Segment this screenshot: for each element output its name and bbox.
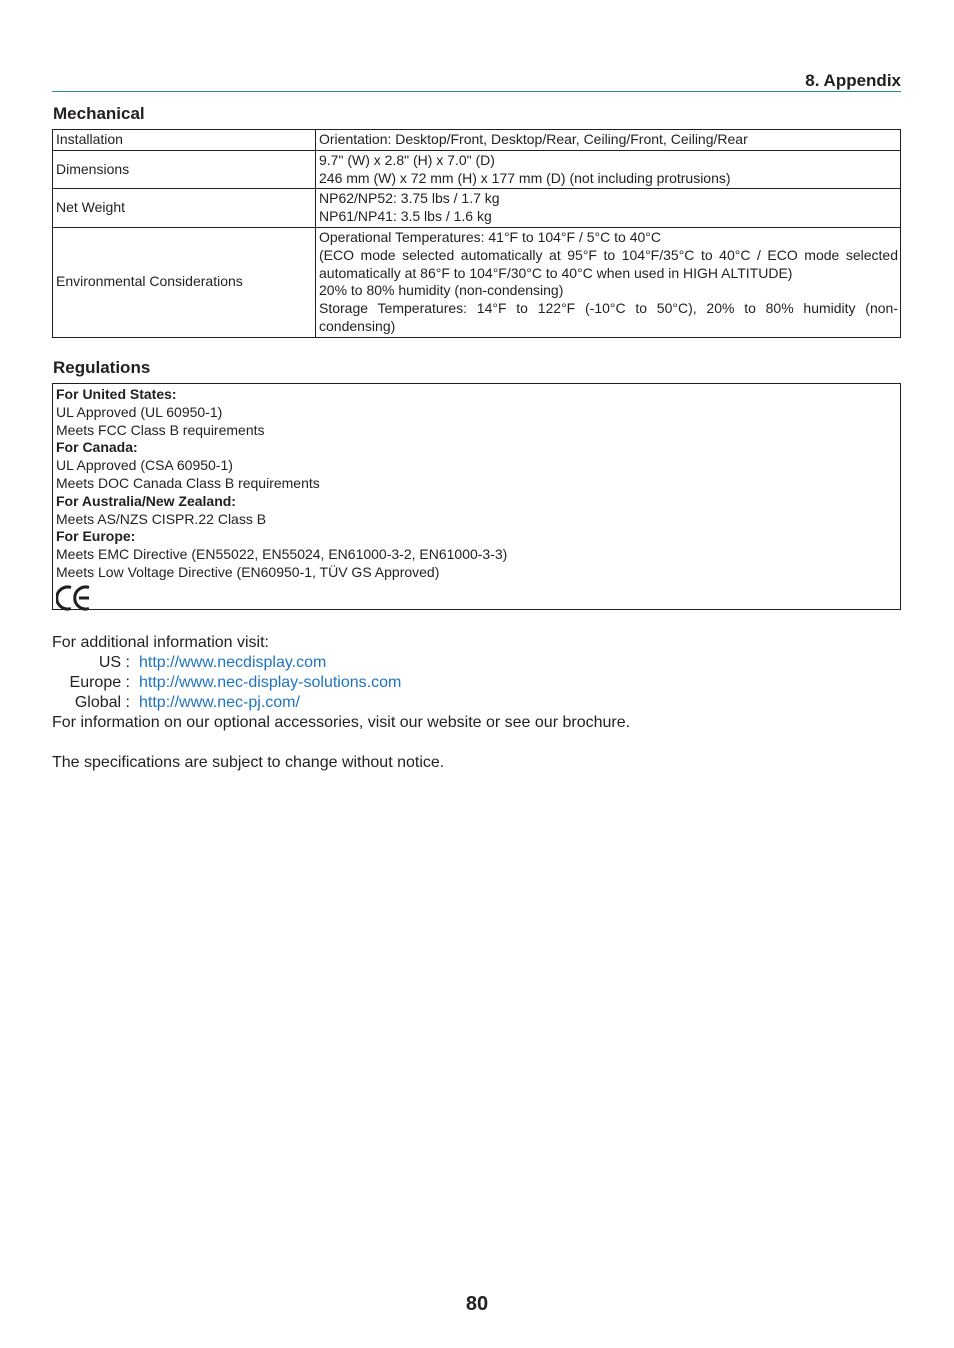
site-label: US : [98,654,130,671]
canada-heading: For Canada: [56,439,138,456]
site-row-us [52,653,912,673]
australia-heading: For Australia/New Zealand: [56,492,236,509]
table-row [53,227,901,337]
europe-line: Meets Low Voltage Directive (EN60950-1, TÜV GS Approved) [56,563,440,580]
row-value: 9.7" (W) x 2.8" (H) x 7.0" (D) 246 mm (W) x 72 mm (H) x 177 mm (D) (not including protrusions) [316,150,901,189]
ce-mark-icon [56,584,900,612]
site-link-global[interactable]: http://www.nec-pj.com/ [139,694,300,711]
table-row [53,189,901,228]
us-heading: For United States: [56,386,177,402]
mechanical-title: Mechanical [53,104,145,123]
mechanical-table [52,129,901,338]
row-label: Installation [53,130,316,151]
site-link-europe[interactable]: http://www.nec-display-solutions.com [139,674,402,691]
australia-line: Meets AS/NZS CISPR.22 Class B [56,510,267,527]
accessories-note: For information on our optional accessories, visit our website or see our brochure. [52,714,631,731]
regulations-box [52,383,901,610]
page-number: 80 [465,1293,489,1315]
us-line: Meets FCC Class B requirements [56,421,265,438]
row-label: Dimensions [53,150,316,189]
additional-info [52,633,912,773]
site-row-europe [52,673,912,693]
chapter-header: 8. Appendix [52,70,901,92]
table-row [53,130,901,151]
row-value: Operational Temperatures: 41°F to 104°F / 5°C to 40°C (ECO mode selected automatically at 95°F to 104°F/35°C to 40°C / ECO mode selected automatically at 86°F to 104°F/30°C to 40°C when used in HIGH ALTITUDE) 20% to 80% humidity (non-condensing) Storage Temperatures: 14°F to 122°F (-10°C to 50°C), 20% to 80% humidity (non-condensing) [316,227,901,337]
site-row-global [52,693,912,713]
row-label: Net Weight [53,189,316,228]
info-intro: For additional information visit: [52,634,269,651]
site-link-us[interactable]: http://www.necdisplay.com [139,654,327,671]
row-value: Orientation: Desktop/Front, Desktop/Rear, Ceiling/Front, Ceiling/Rear [316,130,901,151]
europe-line: Meets EMC Directive (EN55022, EN55024, EN61000-3-2, EN61000-3-3) [56,546,508,563]
change-notice: The specifications are subject to change without notice. [52,754,445,771]
site-label: Europe : [69,674,130,691]
regulations-title: Regulations [53,358,151,377]
row-label: Environmental Considerations [53,227,316,337]
canada-line: Meets DOC Canada Class B requirements [56,474,320,491]
us-line: UL Approved (UL 60950-1) [56,403,223,420]
europe-heading: For Europe: [56,528,136,545]
canada-line: UL Approved (CSA 60950-1) [56,457,233,474]
table-row [53,150,901,189]
row-value: NP62/NP52: 3.75 lbs / 1.7 kg NP61/NP41: 3.5 lbs / 1.6 kg [316,189,901,228]
site-label: Global : [74,694,130,711]
